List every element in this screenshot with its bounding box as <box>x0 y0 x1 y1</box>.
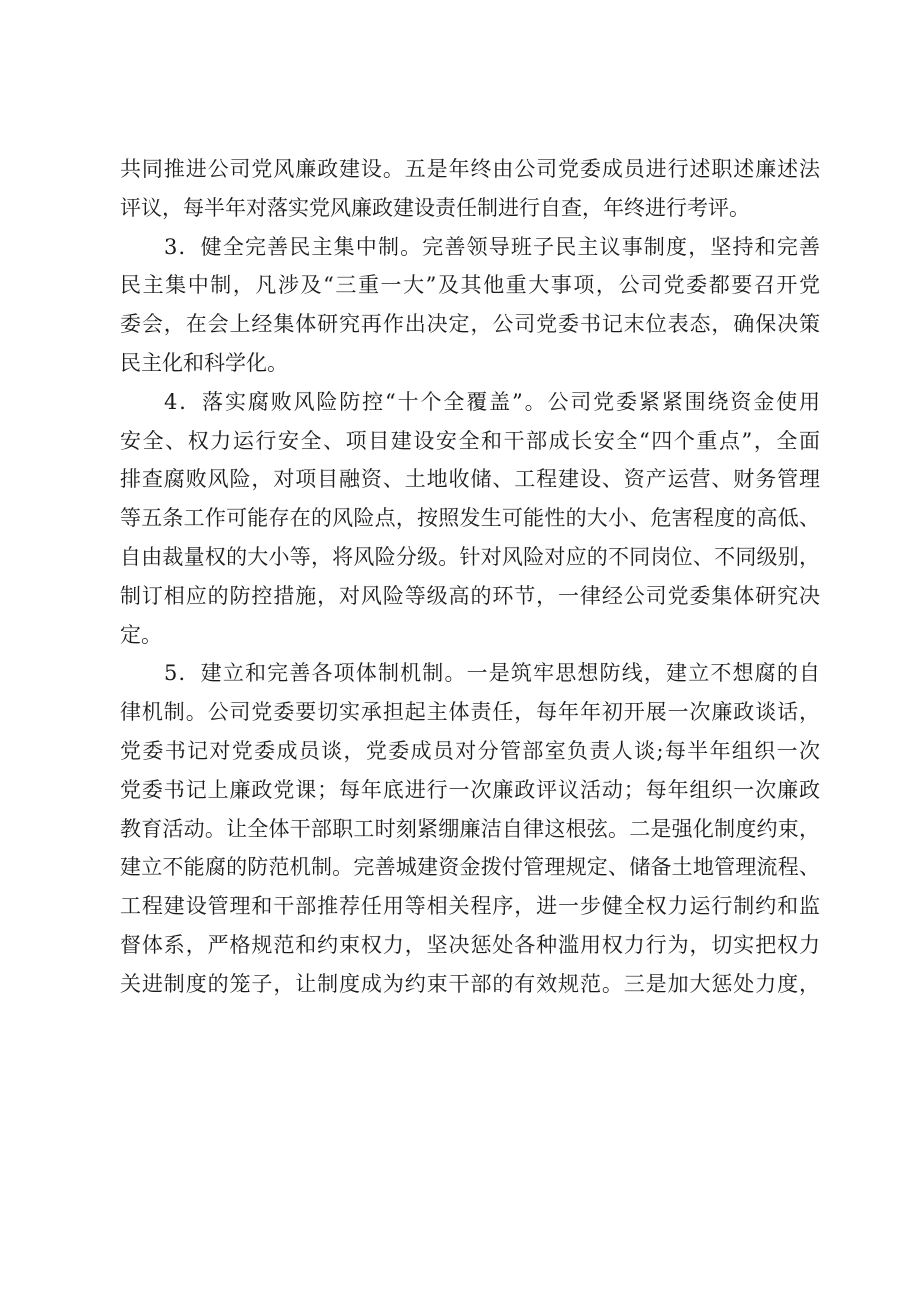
text-line: 督体系，严格规范和约束权力，坚决惩处各种滥用权力行为，切实把权力 <box>120 932 820 957</box>
text-line: 安全、权力运行安全、项目建设安全和干部成长安全“四个重点”，全面 <box>120 428 820 453</box>
text-line: 党委书记对党委成员谈，党委成员对分管部室负责人谈;每半年组织一次 <box>120 738 820 763</box>
document-page <box>120 150 820 1004</box>
text-line: 3．健全完善民主集中制。完善领导班子民主议事制度，坚持和完善 <box>164 234 820 259</box>
text-line: 关进制度的笼子，让制度成为约束干部的有效规范。三是加大惩处力度， <box>120 971 820 996</box>
text-line: 教育活动。让全体干部职工时刻紧绷廉洁自律这根弦。二是强化制度约束， <box>120 816 820 841</box>
text-line: 评议，每半年对落实党风廉政建设责任制进行自查，年终进行考评。 <box>120 195 750 220</box>
text-line: 建立不能腐的防范机制。完善城建资金拨付管理规定、储备土地管理流程、 <box>120 855 820 880</box>
text-line: 工程建设管理和干部推荐任用等相关程序，进一步健全权力运行制约和监 <box>120 894 820 919</box>
text-line: 定。 <box>120 622 162 647</box>
text-line: 民主化和科学化。 <box>120 350 288 375</box>
text-line: 委会，在会上经集体研究再作出决定，公司党委书记末位表态，确保决策 <box>120 312 820 337</box>
text-line: 民主集中制，凡涉及“三重一大”及其他重大事项，公司党委都要召开党 <box>120 273 820 298</box>
text-line: 4．落实腐败风险防控“十个全覆盖”。公司党委紧紧围绕资金使用 <box>164 389 820 414</box>
text-line: 制订相应的防控措施，对风险等级高的环节，一律经公司党委集体研究决 <box>120 583 820 608</box>
text-line: 自由裁量权的大小等，将风险分级。针对风险对应的不同岗位、不同级别， <box>120 544 820 569</box>
text-line: 等五条工作可能存在的风险点，按照发生可能性的大小、危害程度的高低、 <box>120 506 820 531</box>
text-line: 5．建立和完善各项体制机制。一是筑牢思想防线，建立不想腐的自 <box>164 661 820 686</box>
text-line: 共同推进公司党风廉政建设。五是年终由公司党委成员进行述职述廉述法 <box>120 157 820 181</box>
text-line: 党委书记上廉政党课；每年底进行一次廉政评议活动；每年组织一次廉政 <box>120 777 820 802</box>
text-line: 律机制。公司党委要切实承担起主体责任，每年年初开展一次廉政谈话， <box>120 700 820 725</box>
text-line: 排查腐败风险，对项目融资、土地收储、工程建设、资产运营、财务管理 <box>120 467 820 492</box>
